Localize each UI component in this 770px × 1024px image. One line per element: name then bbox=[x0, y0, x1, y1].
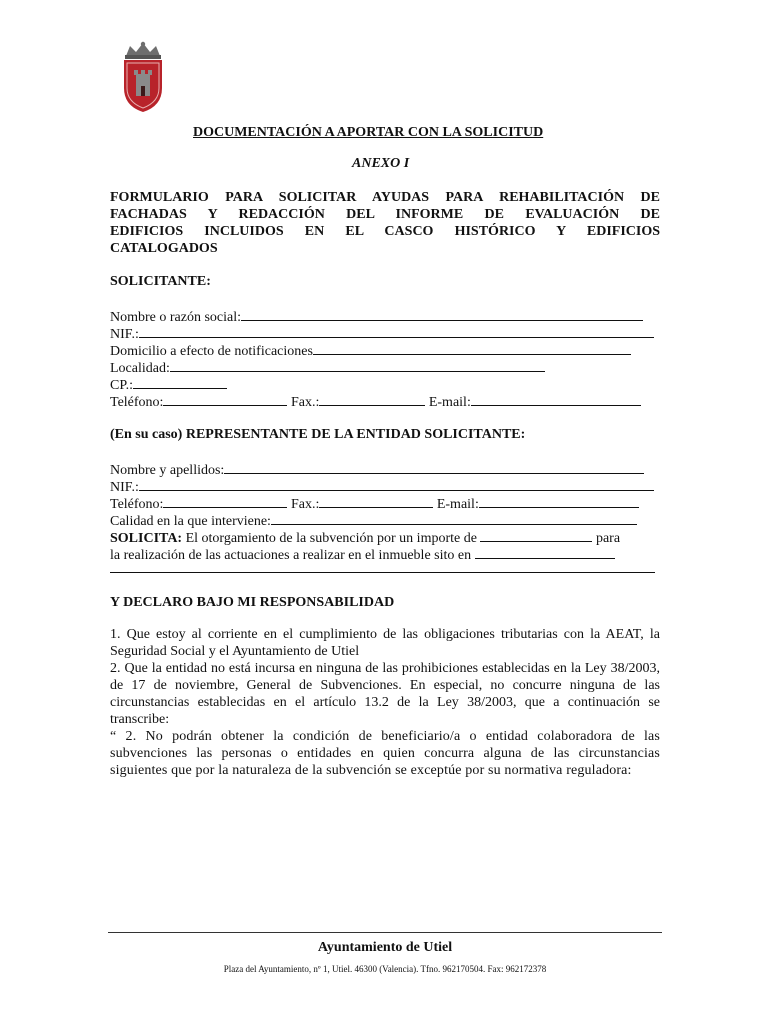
applicant-name-row bbox=[110, 308, 643, 326]
request-row-1 bbox=[110, 529, 620, 547]
representative-capacity-row bbox=[110, 512, 637, 530]
applicant-address-field[interactable] bbox=[313, 342, 631, 355]
representative-nif-row bbox=[110, 478, 654, 496]
applicant-phone-label: Teléfono: bbox=[110, 395, 164, 410]
representative-capacity-field[interactable] bbox=[271, 512, 637, 525]
footer-address: Plaza del Ayuntamiento, nº 1, Utiel. 46300 (Valencia). Tfno. 962170504. Fax: 962172378 bbox=[223, 964, 547, 974]
applicant-email-field[interactable] bbox=[471, 393, 641, 406]
declaration-item-2: 2. Que la entidad no está incursa en ninguna de las prohibiciones establecidas en la Ley 38/2003, de 17 de noviembre, General de Subvenciones. En especial, no concurre ninguna de las circunstancias establecidas en el artículo 13.2 de la Ley 38/2003, que a continuación se transcribe: bbox=[110, 661, 660, 727]
declaration-heading: Y DECLARO BAJO MI RESPONSABILIDAD bbox=[110, 595, 395, 610]
applicant-address-label: Domicilio a efecto de notificaciones bbox=[110, 344, 313, 359]
representative-name-row bbox=[110, 461, 644, 479]
applicant-nif-label: NIF.: bbox=[110, 327, 139, 342]
annex-label: ANEXO I bbox=[352, 156, 410, 171]
applicant-nif-field[interactable] bbox=[139, 325, 654, 338]
applicant-name-label: Nombre o razón social: bbox=[110, 310, 242, 325]
representative-email-field[interactable] bbox=[479, 495, 639, 508]
footer-divider bbox=[108, 932, 662, 933]
applicant-heading: SOLICITANTE: bbox=[110, 274, 211, 289]
form-title-line: CATALOGADOS bbox=[110, 241, 218, 256]
applicant-locality-field[interactable] bbox=[170, 359, 545, 372]
representative-contact-row bbox=[110, 495, 639, 513]
declaration-quote: “ 2. No podrán obtener la condición de beneficiario/a o entidad colaboradora de las subvenciones las personas o entidades en quien concurra alguna de las circunstancias siguientes que por la naturaleza de la subvención se exceptúe por su normativa reguladora: bbox=[110, 729, 660, 778]
form-title-line: FACHADAS Y REDACCIÓN DEL INFORME DE EVALUACIÓN DE bbox=[110, 207, 660, 222]
request-property-field[interactable] bbox=[475, 546, 615, 559]
representative-name-field[interactable] bbox=[224, 461, 644, 474]
applicant-address-row bbox=[110, 342, 631, 360]
representative-nif-field[interactable] bbox=[139, 478, 654, 491]
applicant-email-label: E-mail: bbox=[428, 395, 471, 410]
representative-fax-field[interactable] bbox=[319, 495, 433, 508]
applicant-fax-field[interactable] bbox=[319, 393, 425, 406]
request-text-2: la realización de las actuaciones a realizar en el inmueble sito en bbox=[110, 548, 472, 563]
representative-nif-label: NIF.: bbox=[110, 480, 139, 495]
form-title-line: FORMULARIO PARA SOLICITAR AYUDAS PARA REHABILITACIÓN DE bbox=[110, 190, 660, 205]
request-text-1-end: para bbox=[595, 531, 621, 546]
request-amount-field[interactable] bbox=[480, 529, 592, 542]
applicant-phone-field[interactable] bbox=[163, 393, 287, 406]
request-text-1: El otorgamiento de la subvención por un importe de bbox=[185, 531, 477, 546]
applicant-cp-row bbox=[110, 376, 227, 394]
request-property-field-continued[interactable] bbox=[110, 572, 655, 573]
request-row-2 bbox=[110, 546, 615, 564]
representative-heading: (En su caso) REPRESENTANTE DE LA ENTIDAD SOLICITANTE: bbox=[110, 427, 526, 442]
representative-name-label: Nombre y apellidos: bbox=[110, 463, 225, 478]
applicant-contact-row bbox=[110, 393, 641, 411]
applicant-cp-label: CP.: bbox=[110, 378, 133, 393]
applicant-locality-row bbox=[110, 359, 545, 377]
request-label: SOLICITA: bbox=[110, 531, 183, 546]
document-heading: DOCUMENTACIÓN A APORTAR CON LA SOLICITUD bbox=[193, 125, 544, 140]
representative-phone-label: Teléfono: bbox=[110, 497, 164, 512]
applicant-cp-field[interactable] bbox=[133, 376, 227, 389]
applicant-name-field[interactable] bbox=[241, 308, 643, 321]
representative-email-label: E-mail: bbox=[436, 497, 479, 512]
declaration-item-1: 1. Que estoy al corriente en el cumplimiento de las obligaciones tributarias con la AEAT, la Seguridad Social y el Ayuntamiento de Utiel bbox=[110, 627, 660, 659]
representative-phone-field[interactable] bbox=[163, 495, 287, 508]
applicant-locality-label: Localidad: bbox=[110, 361, 170, 376]
footer-title: Ayuntamiento de Utiel bbox=[317, 940, 453, 955]
municipal-crest-icon bbox=[116, 40, 170, 114]
applicant-nif-row bbox=[110, 325, 654, 343]
representative-fax-label: Fax.: bbox=[290, 497, 320, 512]
applicant-fax-label: Fax.: bbox=[290, 395, 320, 410]
form-title-line: EDIFICIOS INCLUIDOS EN EL CASCO HISTÓRICO Y EDIFICIOS bbox=[110, 224, 660, 239]
representative-capacity-label: Calidad en la que interviene: bbox=[110, 514, 271, 529]
